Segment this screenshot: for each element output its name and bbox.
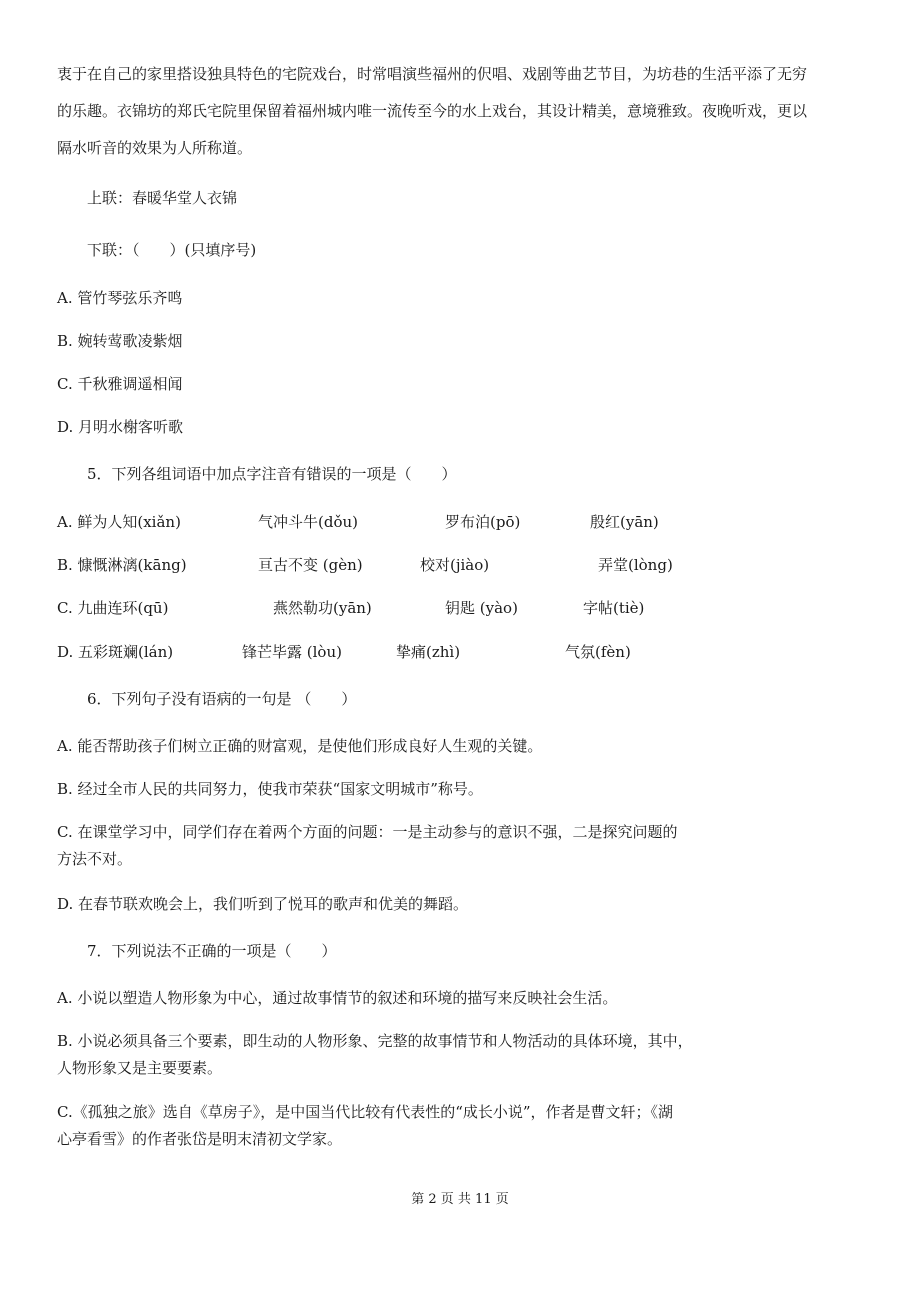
intro-line-3: 隔水听音的效果为人所称道。 — [57, 139, 253, 157]
q5-row-d-col-3: 挚痛(zhì) — [396, 643, 461, 661]
q5-row-d-col-4: 气氛(fèn) — [565, 643, 631, 661]
q4-option-b: B. 婉转莺歌凌紫烟 — [57, 332, 183, 350]
q5-row-a-col-4: 殷红(yān) — [590, 513, 659, 531]
q5-row-c-col-3: 钥匙 (yào) — [445, 599, 518, 617]
q5-row-b-col-1: B. 慷慨淋漓(kāng) — [57, 556, 187, 574]
q5-row-a-col-1: A. 鲜为人知(xiǎn) — [57, 513, 181, 531]
q6-option-d: D. 在春节联欢晚会上，我们听到了悦耳的歌声和优美的舞蹈。 — [57, 895, 469, 913]
q6-stem: 6．下列句子没有语病的一句是 （ ） — [87, 690, 357, 708]
couplet-upper: 上联：春暖华堂人衣锦 — [87, 189, 238, 207]
q5-row-a-col-3: 罗布泊(pō) — [445, 513, 521, 531]
q5-row-c-col-1: C. 九曲连环(qū) — [57, 599, 169, 617]
q5-row-b-col-2: 亘古不变 (gèn) — [258, 556, 363, 574]
q5-row-b-col-3: 校对(jiào) — [420, 556, 490, 574]
q5-row-b-col-4: 弄堂(lòng) — [598, 556, 673, 574]
q5-row-d-col-2: 锋芒毕露 (lòu) — [242, 643, 342, 661]
q7-option-b-line-1: B. 小说必须具备三个要素，即生动的人物形象、完整的故事情节和人物活动的具体环境，其中， — [57, 1032, 693, 1050]
q5-row-c-col-4: 字帖(tiè) — [583, 599, 645, 617]
page-number-footer: 第 2 页 共 11 页 — [411, 1192, 509, 1207]
q6-option-b: B. 经过全市人民的共同努力，使我市荣获“国家文明城市”称号。 — [57, 780, 483, 798]
q7-option-c-line-1: C.《孤独之旅》选自《草房子》，是中国当代比较有代表性的“成长小说”，作者是曹文轩；《湖 — [57, 1103, 674, 1121]
q5-row-c-col-2: 燕然勒功(yān) — [273, 599, 372, 617]
intro-line-2: 的乐趣。衣锦坊的郑氏宅院里保留着福州城内唯一流传至今的水上戏台，其设计精美，意境雅致。夜晚听戏，更以 — [57, 102, 808, 120]
q5-row-d-col-1: D. 五彩斑斓(lán) — [57, 643, 174, 661]
q7-option-b-line-2: 人物形象又是主要要素。 — [57, 1059, 223, 1077]
q7-option-a: A. 小说以塑造人物形象为中心，通过故事情节的叙述和环境的描写来反映社会生活。 — [57, 989, 618, 1007]
q4-option-c: C. 千秋雅调遥相闻 — [57, 375, 183, 393]
q6-option-a: A. 能否帮助孩子们树立正确的财富观，是使他们形成良好人生观的关键。 — [57, 737, 543, 755]
q6-option-c-line-2: 方法不对。 — [57, 850, 133, 868]
q5-row-a-col-2: 气冲斗牛(dǒu) — [258, 513, 358, 531]
intro-line-1: 衷于在自己的家里搭设独具特色的宅院戏台，时常唱演些福州的伬唱、戏剧等曲艺节目，为坊巷的生活平添了无穷 — [57, 65, 808, 83]
q7-stem: 7．下列说法不正确的一项是（ ） — [87, 942, 337, 960]
q4-option-d: D. 月明水榭客听歌 — [57, 418, 184, 436]
q4-option-a: A. 管竹琴弦乐齐鸣 — [57, 289, 183, 307]
q7-option-c-line-2: 心亭看雪》的作者张岱是明末清初文学家。 — [57, 1130, 343, 1148]
q6-option-c-line-1: C. 在课堂学习中，同学们存在着两个方面的问题：一是主动参与的意识不强，二是探究问题的 — [57, 823, 678, 841]
q5-stem: 5．下列各组词语中加点字注音有错误的一项是（ ） — [87, 465, 457, 483]
couplet-lower: 下联：（ ）(只填序号) — [87, 241, 257, 259]
